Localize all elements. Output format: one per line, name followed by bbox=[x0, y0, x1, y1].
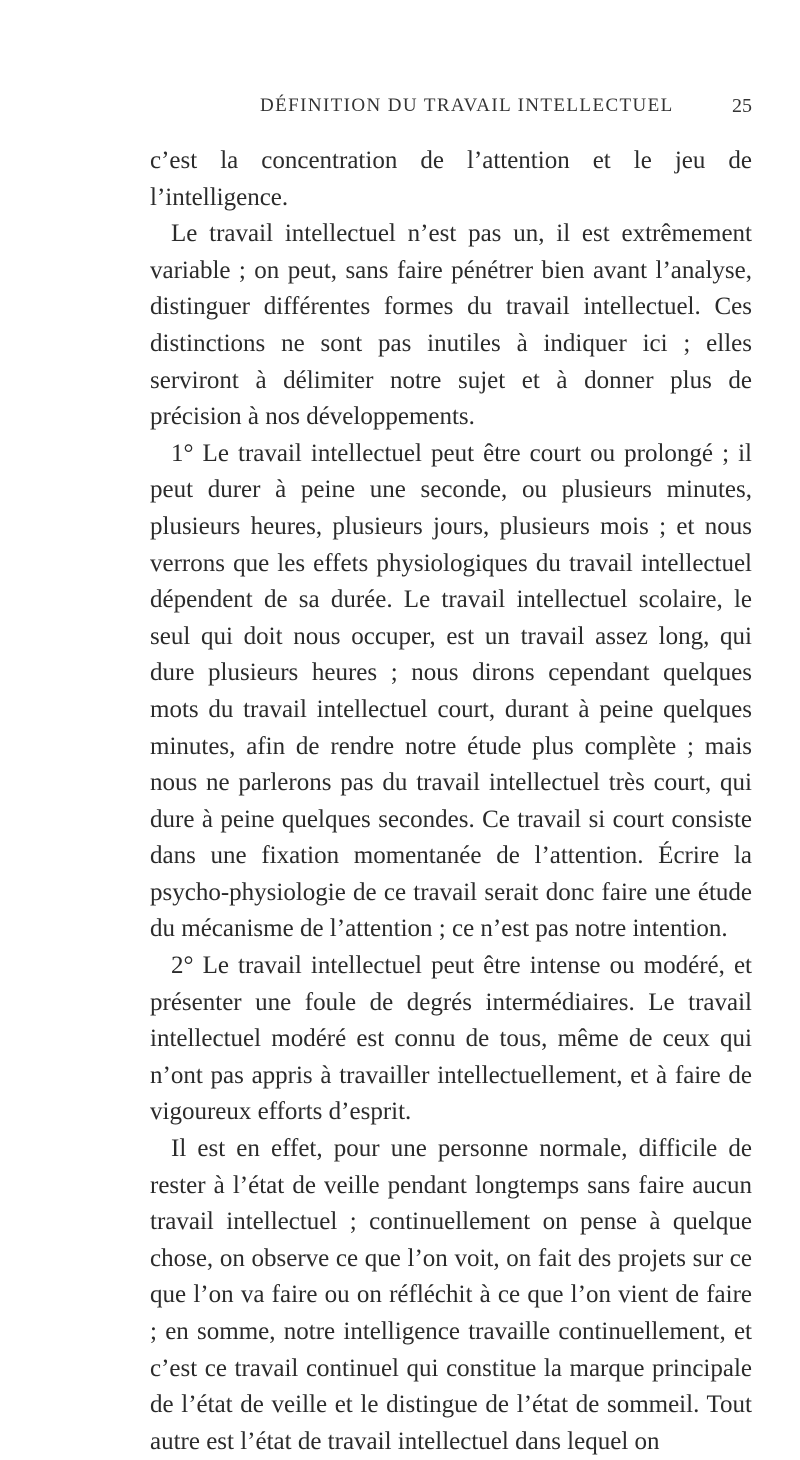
paragraph-intro-forms: Le travail intellectuel n’est pas un, il est extrêmement variable ; on peut, sans faire pénétrer bien avant l’analyse, distinguer différentes formes du travail intellectuel. Ces distinctions ne sont pas inutiles à indiquer ici ; elles serviront à délimiter notre sujet et à donner plus de précision à nos développements. bbox=[150, 220, 752, 431]
running-title: DÉFINITION DU TRAVAIL INTELLECTUEL bbox=[260, 95, 674, 116]
paragraph-duration: 1° Le travail intellectuel peut être court ou prolongé ; il peut durer à peine une seconde, ou plusieurs minutes, plusieurs heures, plusieurs jours, plusieurs mois ; et nous verrons que les effets physiologiques du travail intellectuel dépendent de sa durée. Le travail intellectuel scolaire, le seul qui doit nous occuper, est un travail assez long, qui dure plusieurs heures ; nous dirons cependant quelques mots du travail intellectuel court, durant à peine quelques minutes, afin de rendre notre étude plus complète ; mais nous ne parlerons pas du travail intellectuel très court, qui dure à peine quelques secondes. Ce travail si court consiste dans une fixation momentanée de l’attention. Écrire la psycho-physiologie de ce travail serait donc faire une étude du mécanisme de l’attention ; ce n’est pas notre intention. bbox=[150, 439, 752, 943]
page-number: 25 bbox=[732, 95, 752, 117]
running-header bbox=[150, 95, 752, 125]
paragraph-continuation: c’est la concentration de l’attention et le jeu de l’intelligence. bbox=[150, 147, 752, 211]
paragraph-intensity: 2° Le travail intellectuel peut être intense ou modéré, et présenter une foule de degrés intermédiaires. Le travail intellectuel modéré est connu de tous, même de ceux qui n’ont pas appris à travailler intellectuellement, et à faire de vigoureux efforts d’esprit. bbox=[150, 952, 752, 1126]
body-text bbox=[150, 143, 752, 1460]
paragraph-waking-state: Il est en effet, pour une personne normale, difficile de rester à l’état de veille pendant longtemps sans faire aucun travail intellectuel ; continuellement on pense à quelque chose, on observe ce que l’on voit, on fait des projets sur ce que l’on va faire ou on réfléchit à ce que l’on vient de faire ; en somme, notre intelligence travaille continuellement, et c’est ce travail continuel qui constitue la marque principale de l’état de veille et le distingue de l’état de sommeil. Tout autre est l’état de travail intellectuel dans lequel on bbox=[150, 1135, 752, 1455]
